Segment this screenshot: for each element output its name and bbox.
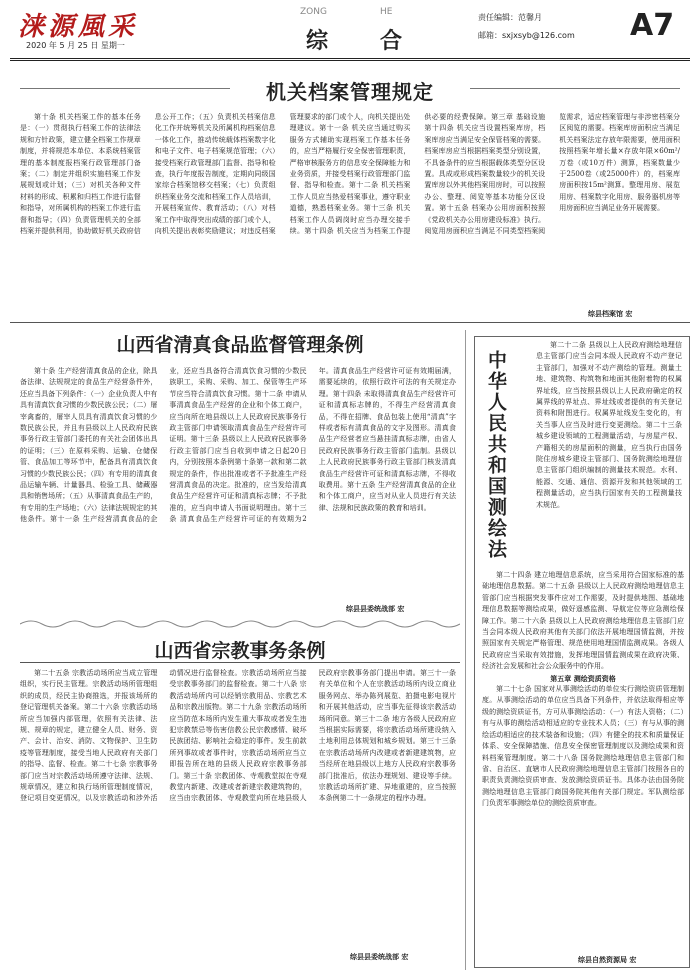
article-3-title: 山西省宗教事务条例 [154, 640, 326, 662]
chapter-heading: 第五章 测绘资质资格 [550, 673, 616, 683]
article-1-text: 第十条 机关档案工作的基本任务是：（一）贯彻执行档案工作的法律法规和方针政策，建立健全档案工作规章制度，并将规范本单位、本系统档案管理的基本制度报档案行政管理部门备案；（二）制定并组织实施档案工作发展规划或计划；（三）对机关各种文件材料的形成、积累和归档工作进行监督和指导，对所属机构的档案工作进行监督和指导；（四）负责管理机关的全部档案并提供利用，协助做好机关政府信息公开工作；（五）负责机关档案信息化工作并统筹机关及所属机构档案信息一体化工作，推动传统载体档案数字化和电子文件、电子档案规范管理；（六）接受档案行政管理部门监督、指导和检查，执行年度报告制度，定期向同级国家综合档案馆移交档案；（七）负责组织档案业务交流和档案工作人员培训，开展档案宣传、教育活动；（八）对档案工作中取得突出成绩的部门或个人，向机关提出表彰奖励建议；对违反档案管理要求的部门或个人，向机关提出处理建议。第十一条 机关应当通过购买服务方式辅助实现档案工作基本任务的，应当严格履行安全保密管理职责，严格审核服务方的信息安全保障能力和业务资质，并接受档案行政管理部门监督、指导和检查。第十二条 机关档案工作人员应当热爱档案事业，遵守职业道德，熟悉档案业务。第十三条 机关档案工作人员调岗时应当办理交接手续。第十四条 机关应当为档案工作提供必要的经费保障。第三章 基础设施 第十四条 机关应当设置档案库房，档案库房应当满足安全保管档案的需要。档案库房应当根据档案类型分别设置，不具备条件的应当根据载体类型分区设置。具成或形成档案数量较少的机关设置库房以外其他档案用房时，可以按照办公、整理、阅览等基本功能分区设置。第十五条 档案办公用房面积按照《党政机关办公用房建设标准》执行。阅览用房面积应当满足不同类型档案阅览需求，适应档案管理与非涉密档案分区阅览的需要。档案库房面积应当满足机关档案法定存放年限需要，使用面积按照档案年增长量×存放年限×60m²/万卷（或10万件）测算，档案数量少于2500卷（或25000件）的，档案库房面积按15m²测算。整理用房、展览用房、档案数字化用房、服务器机房等用房面积应当满足业务开展需要。 [20, 113, 680, 236]
article-4-text-bottom-1: 第二十四条 建立地理信息系统，应当采用符合国家标准的基础地理信息数据。第二十五条 县级以上人民政府测绘地理信息主管部门应当根据突发事件应对工作需要，及时提供地图、基础地理信息数据等测绘成果，做好遥感监测、导航定位等应急测绘保障工作。第二十六条 县级以上人民政府测绘地理信息主管部门应当会同本级人民政府其他有关部门依法开展地理国情监测，并按照国家有关规定严格管理、规范使用地理国情监测成果。各级人民政府应当采取有效措施，发挥地理国情监测成果在政府决策、经济社会发展和社会公众服务中的作用。 [482, 571, 684, 671]
article-2-body [20, 366, 456, 596]
wave-divider [20, 618, 460, 630]
editor-email: 邮箱：sxjxsyb@126.com [478, 31, 575, 40]
title-ornament-right [470, 88, 680, 89]
article-2-title: 山西省清真食品监督管理条例 [116, 334, 364, 356]
newspaper-logo: 涞源風采 [18, 12, 139, 42]
article-3-text: 第二十五条 宗教活动场所应当成立管理组织，实行民主管理。宗教活动场所管理组织的成员，经民主协商推选，并报该场所的登记管理机关备案。第二十六条 宗教活动场所应当加强内部管理，依照有关法律、法规、规章的规定，建立健全人员、财务、资产、会计、治安、消防、文物保护、卫生防疫等管理制度，接受当地人民政府有关部门的指导、监督、检查。第二十七条 宗教事务部门应当对宗教活动场所遵守法律、法规、规章情况，建立和执行场所管理制度情况，登记项目变更情况，以及宗教活动和涉外活动情况进行监督检查。宗教活动场所应当接受宗教事务部门的监督检查。第二十八条 宗教活动场所内可以经销宗教用品、宗教艺术品和宗教出版物。第二十九条 宗教活动场所应当防范本场所内发生重大事故或者发生违犯宗教禁忌等伤害信教公民宗教感情、破坏民族团结、影响社会稳定的事件。发生前款所列事故或者事件时，宗教活动场所应当立即报告所在地的县级人民政府宗教事务部门。第三十条 宗教团体、寺观教堂拟在寺观教堂内新建、改建或者新建宗教建筑物的，应当由宗教团体、寺观教堂向所在地县级人民政府宗教事务部门提出申请。第三十一条 有关单位和个人在宗教活动场所内设立商业服务网点、举办陈列展览、拍摄电影电视片和开展其他活动，应当事先征得该宗教活动场所同意。第三十二条 地方各级人民政府应当根据实际需要，将宗教活动场所建设纳入土地利用总体规划和城乡规划。第三十三条 在宗教活动场所内改建或者新建建筑物，应当经所在地县级以上地方人民政府宗教事务部门批准后，依法办理规划、建设等手续。宗教活动场所扩建、异地重建的，应当按照本条例第二十一条规定的程序办理。 [20, 669, 456, 803]
section-en-left: ZONG [300, 7, 327, 17]
article-4-body-top [536, 340, 682, 565]
article-4-text-top: 第二十二条 县级以上人民政府测绘地理信息主管部门应当会同本级人民政府不动产登记主管部门，加强对不动产测绘的管理。测量土地、建筑物、构筑物和地面其他附着物的权属界址线，应当按照县级以上人民政府确定的权属界线的界址点、界址线或者提供的有关登记资料和附图进行。权属界址线发生变化的，有关当事人应当及时进行变更测绘。第二十三条 城乡建设领域的工程测量活动，与房屋产权、产籍相关的房屋面积的测量，应当执行由国务院住房城乡建设主管部门、国务院测绘地理信息主管部门组织编制的测量技术规范。水利、能源、交通、通信、资源开发和其他领域的工程测量活动，应当执行国家有关的工程测量技术规范。 [536, 341, 682, 509]
article-4-signature: 综县自然资源局 宏 [578, 955, 637, 964]
page-number: A7 [630, 8, 675, 43]
article-2-signature: 综县县委统战部 宏 [346, 604, 405, 613]
column-divider [465, 330, 466, 970]
issue-date: 2020 年 5 月 25 日 星期一 [26, 41, 125, 50]
editor-credit: 责任编辑：范馨月 [478, 13, 542, 22]
article-1-signature: 综县档案馆 宏 [588, 309, 633, 318]
article-3-signature: 综县县委统战部 宏 [350, 952, 409, 961]
article-1-title: 机关档案管理规定 [266, 80, 434, 104]
article-3-body [20, 668, 456, 950]
section-en-right: HE [380, 7, 393, 17]
article-3-rule [20, 662, 460, 663]
article-4-title: 中华人民共和国测绘法 [485, 350, 507, 560]
article-2-text: 第十条 生产经营清真食品的企业，除具备法律、法规规定的食品生产经营条件外，还应当具备下列条件：（一）企业负责人中有具有清真饮食习惯的少数民族公民；（二）屠宰禽畜的，屠宰人员具有清真饮食习惯的少数民族公民，并且有县级以上人民政府民族事务行政主管部门委托的有关社会团体出具的证明；（三）在原料采购、运输、仓储保管、食品加工等环节中，配备具有清真饮食习惯的少数民族公民；（四）有专用的清真食品运输车辆、计量器具、检验工具、储藏器具和销售场所；（五）从事清真食品生产的，有专用的生产场地；（六）法律法规规定的其他条件。第十一条 生产经营清真食品的企业，还应当具备符合清真饮食习惯的少数民族职工，采购、采购、加工、保管等生产环节应当符合清真饮食习惯。第十二条 申请从事清真食品生产经营的企业和个体工商户，应当向所在地县级以上人民政府民族事务行政主管部门申请领取清真食品生产经营许可证明。第十三条 县级以上人民政府民族事务行政主管部门应当自收到申请之日起20日内，分别按照本条例第十条第一款和第二款规定的条件，作出批准或者不予批准生产经营清真食品的决定。批准的，应当发给清真食品生产经营许可证和清真标志牌；不予批准的，应当向申请人书面说明理由。第十三条 清真食品生产经营许可证的有效期为2年。清真食品生产经营许可证有效期届满，需要延续的，依照行政许可法的有关规定办理。第十四条 未取得清真食品生产经营许可证和清真标志牌的，不得生产经营清真食品，不得在招牌、食品包装上使用“清真”字样或者标有清真食品的文字及图形。清真食品生产经营者应当悬挂清真标志牌，由省人民政府民族事务行政主管部门监制。县级以上人民政府民族事务行政主管部门核发清真食品生产经营许可证和清真标志牌，不得收取费用。第十五条 生产经营清真食品的企业和个体工商户，应当对从业人员进行有关法律、法规和民族政策的教育和培训。 [20, 367, 456, 524]
section-divider [10, 322, 690, 323]
section-title-right: 合 [380, 28, 403, 54]
article-4-text-bottom-2: 第二十七条 国家对从事测绘活动的单位实行测绘资质管理制度。从事测绘活动的单位应当具备下列条件，并依法取得相应等级的测绘资质证书，方可从事测绘活动：（一）有法人资格；（二）有与从事的测绘活动相适应的专业技术人员；（三）有与从事的测绘活动相适应的技术装备和设施；（四）有健全的技术和质量保证体系、安全保障措施、信息安全保密管理制度以及测绘成果和资料档案管理制度。第二十八条 国务院测绘地理信息主管部门和省、自治区、直辖市人民政府测绘地理信息主管部门按照各自的职责负责测绘资质审查、发放测绘资质证书。具体办法由国务院测绘地理信息主管部门商国务院其他有关部门规定。军队测绘部门负责军事测绘单位的测绘资质审查。 [482, 685, 684, 808]
masthead [0, 0, 700, 62]
section-title-left: 综 [306, 28, 329, 54]
article-1-body [20, 112, 680, 306]
masthead-divider [10, 58, 690, 61]
article-4-body-bottom [482, 570, 684, 950]
